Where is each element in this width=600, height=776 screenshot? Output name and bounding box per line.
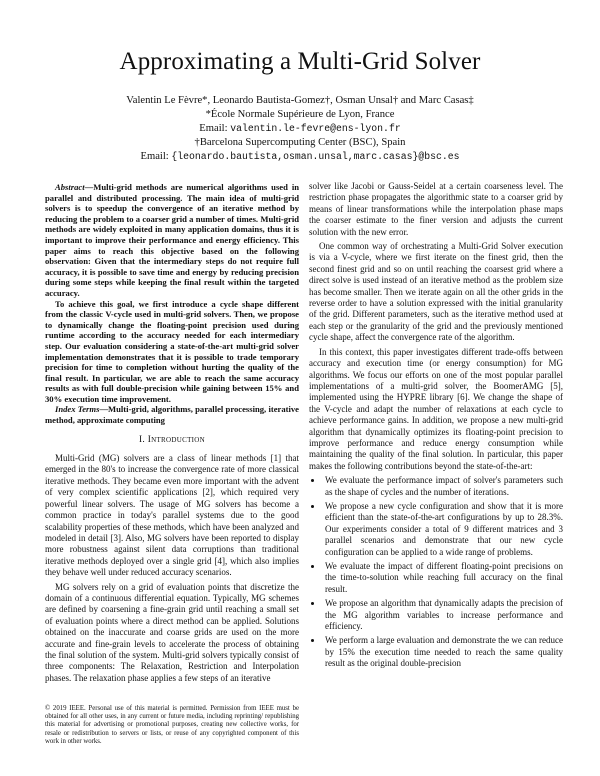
list-item: • We propose an algorithm that dynamically adapts the precision of the MG algorithm variables to increase performance and efficiency.: [323, 598, 563, 632]
paper-title: Approximating a Multi-Grid Solver: [119, 48, 481, 75]
list-item: • We evaluate the impact of different floating-point precisions on the time-to-solution while reaching full accuracy on the final result.: [323, 561, 563, 595]
body-paragraph: In this context, this paper investigates different trade-offs between accuracy and execution time (or energy consumption) for MG algorithms. We focus our efforts on one of the most popular parallel implementations of a multi-grid solver, the BoomerAMG [5], implemented using the HYPRE library [6]. We change the shape of the V-cycle and adapt the number of relaxations at each cycle to achieve performance gains. In addition, we propose a new multi-grid algorithm that dynamically optimizes its floating-point precision to improve performance and reduce energy consumption while maintaining the quality of the final solution. In particular, this paper makes the following contributions beyond the state-of-the-art:: [309, 346, 563, 471]
body-paragraph: One common way of orchestrating a Multi-Grid Solver execution is via a V-cycle, where we first iterate on the finest grid, then the second finest grid and so on until reaching the coarsest grid where a direct solve is used instead of an iterative method as the problem size has become smaller. Then we iterate again on all the other grids in the reverse order to have a solution expressed with the initial granularity of the grid. Different parameters, such as the iterative method used at each step or the granularity of the grid and the previously mentioned cycle shape, affect the convergence rate of the algorithm.: [309, 241, 563, 343]
abstract: [45, 182, 299, 426]
affiliation-1: *École Normale Supérieure de Lyon, France: [205, 109, 395, 120]
abstract-paragraph-2: To achieve this goal, we first introduce a cycle shape different from the classic V-cycle used in multi-grid solvers. Then, we propose to dynamically change the floating-point precision used during runtime according to the accuracy needed for each intermediary step. Our evaluation considering a state-of-the-art multi-grid solver implementation demonstrates that it is possible to trade temporary precision for time to completion without hurting the quality of the final result. In particular, we are able to reach the same accuracy results as with full double-precision while gaining between 15% and 30% execution time improvement.: [45, 298, 299, 404]
abstract-lead: Abstract: [55, 182, 85, 192]
left-column: [45, 182, 299, 687]
contribution-list: [309, 475, 563, 670]
abstract-paragraph-1: Abstract—Multi-grid methods are numerical algorithms used in parallel and distributed processing. The main idea of multi-grid solvers is to speedup the convergence of an iterative method by reducing the problem to a coarser grid a number of times. Multi-grid methods are widely exploited in many application domains, thus it is important to improve their performance and energy efficiency. This paper aims to reach this objective based on the following observation: Given that the intermediary steps do not require full accuracy, it is possible to save time and energy by reducing precision during some steps while keeping the final result within the targeted accuracy.: [45, 182, 299, 298]
affiliation-2: †Barcelona Supercomputing Center (BSC), Spain: [194, 137, 406, 148]
copyright-footnote: © 2019 IEEE. Personal use of this material is permitted. Permission from IEEE must be obtained for all other uses, in any current or future media, including reprinting/ republishing this material for advertising or promotional purposes, creating new collective works, for resale or redistribution to servers or lists, or reuse of any copyrighted component of this work in other works.: [45, 705, 299, 745]
email-label: Email:: [140, 151, 169, 162]
right-column: [309, 181, 563, 673]
author-names: Valentin Le Fèvre*, Leonardo Bautista-Gomez†, Osman Unsal† and Marc Casas‡: [126, 95, 474, 106]
author-block: [0, 94, 600, 164]
body-paragraph: solver like Jacobi or Gauss-Seidel at a certain coarseness level. The restriction phase propagates the algorithmic state to a coarser grid by means of linear transformations while the interpolation phase maps the coarser estimate to the finer version and adjusts the current solution with the new error.: [309, 181, 563, 237]
list-item: • We propose a new cycle configuration and show that it is more efficient than the state-of-the-art configurations by up to 28.3%. Our experiments consider a total of 9 different matrices and 3 parallel scenarios and demonstrate that our new cycle configuration can be applied to a wide range of problems.: [323, 501, 563, 558]
index-terms-lead: Index Terms: [55, 404, 100, 415]
email-line-1: [0, 122, 600, 136]
email-address[interactable]: {leonardo.bautista,osman.unsal,marc.casas}@bsc.es: [171, 151, 460, 162]
index-terms: Index Terms—Multi-grid, algorithms, parallel processing, iterative method, approximate computing: [45, 404, 299, 426]
email-line-2: [0, 150, 600, 164]
body-paragraph: Multi-Grid (MG) solvers are a class of linear methods [1] that emerged in the 80's to increase the convergence rate of more classical iterative methods. They became even more important with the advent of very complex scientific applications [2], which required very powerful linear solvers. The usage of MG solvers has become a common practice in today's parallel systems due to the good scalability properties of these methods, which have been analyzed and modeled in detail [3]. Also, MG solvers have been reported to display more robustness against silent data corruptions than traditional iterative methods deployed over a single grid [4], which also implies they behave well under reduced accuracy scenarios.: [45, 453, 299, 578]
section-heading: I. Introduction: [139, 434, 205, 445]
email-label: Email:: [199, 123, 228, 134]
list-item: • We evaluate the performance impact of solver's parameters such as the shape of cycles and the number of iterations.: [323, 475, 563, 498]
list-item: • We perform a large evaluation and demonstrate the we can reduce by 15% the execution time needed to reach the same quality result as the original double-precision: [323, 635, 563, 669]
body-paragraph: MG solvers rely on a grid of evaluation points that discretize the domain of a continuous differential equation. Typically, MG schemes are defined by coarsening a fine-grain grid until reaching a small set of evaluation points where a direct method can be applied. Solutions obtained on the inaccurate and coarse grids are used on the more accurate and fine-grain levels to accelerate the process of obtaining the final solution of the system. Multi-grid solvers typically consist of three components: The Relaxation, Restriction and Interpolation phases. The relaxation phase applies a few steps of an iterative: [45, 581, 299, 683]
email-address[interactable]: valentin.le-fevre@ens-lyon.fr: [230, 123, 401, 134]
